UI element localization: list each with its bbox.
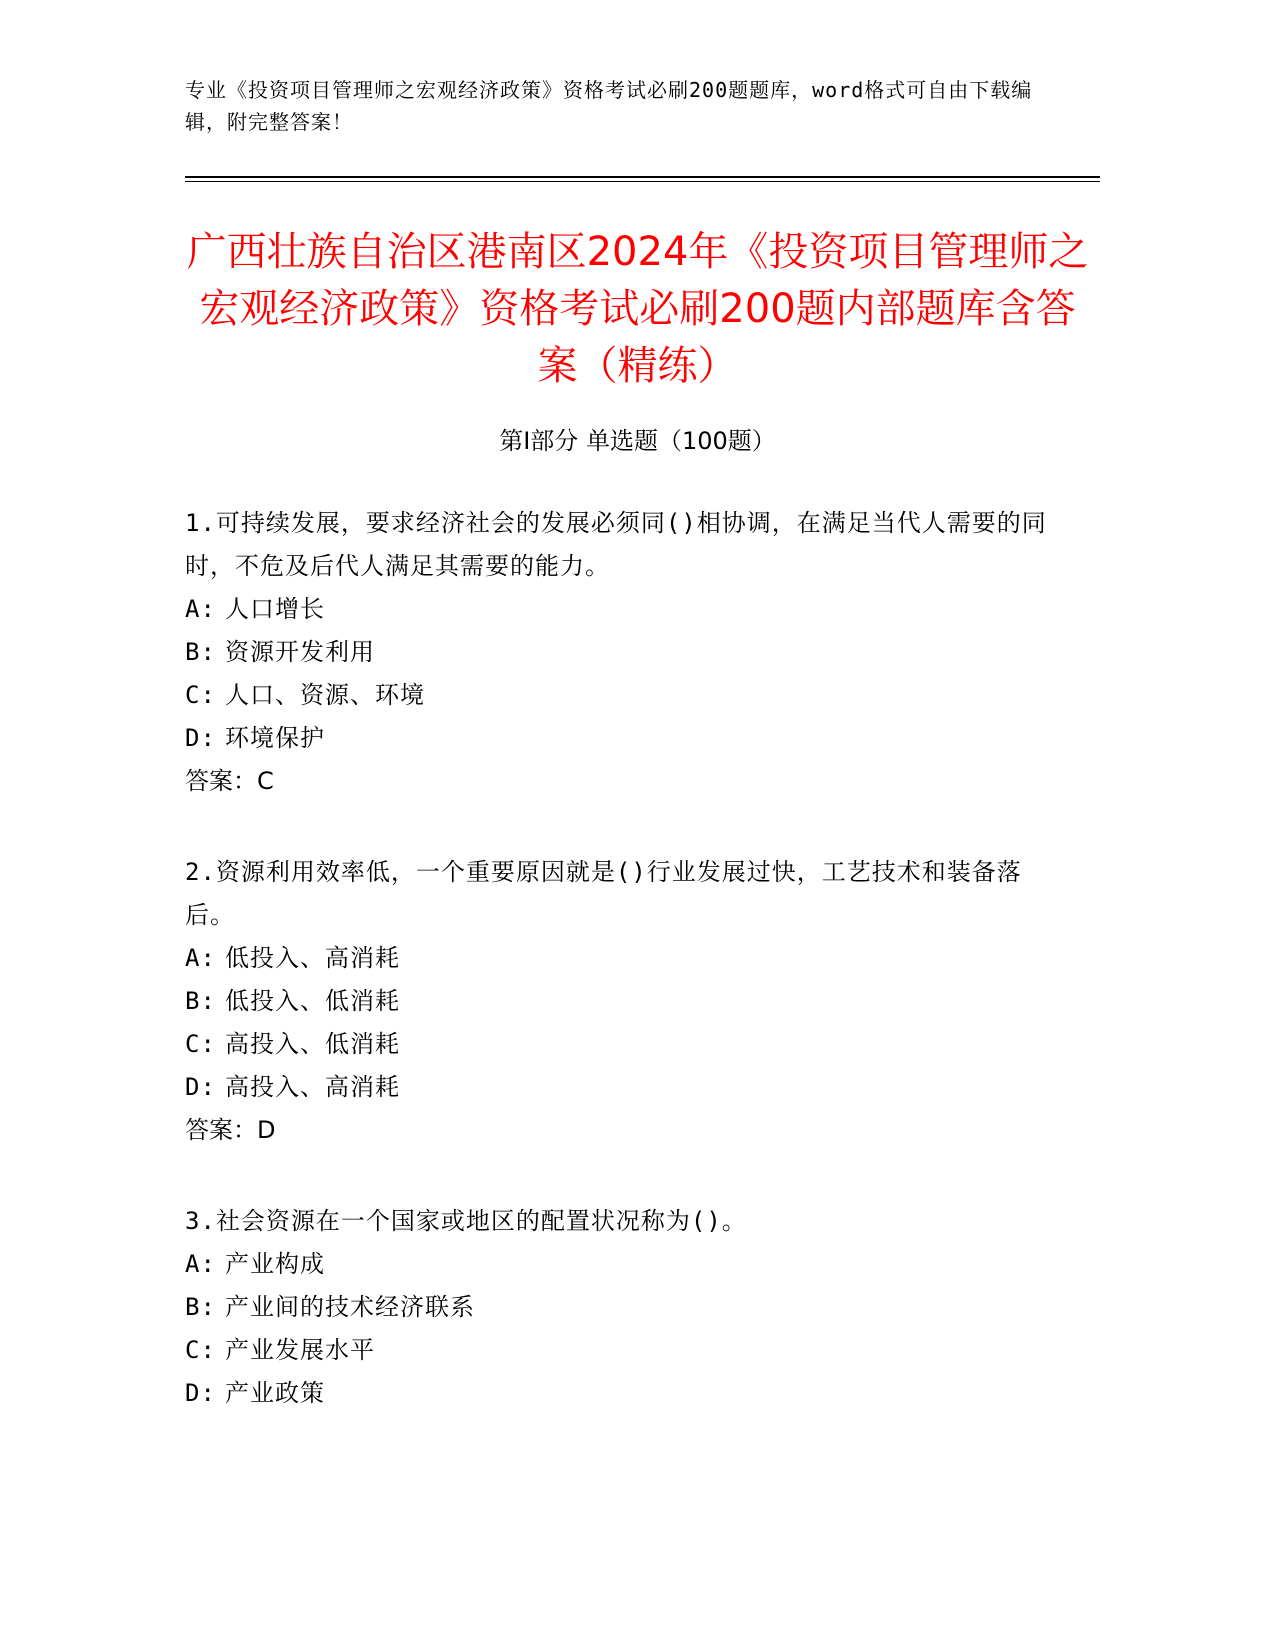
option-key: A: xyxy=(185,944,216,972)
option-a xyxy=(185,588,1065,631)
option-c xyxy=(185,1023,1065,1066)
option-key: C: xyxy=(185,681,216,709)
option-key: B: xyxy=(185,1293,216,1321)
answer: 答案：C xyxy=(185,767,274,795)
document-title: 广西壮族自治区港南区2024年《投资项目管理师之宏观经济政策》资格考试必刷200题内部题库含答案（精练） xyxy=(186,229,1089,389)
option-b xyxy=(185,1286,1065,1329)
option-text: 高投入、低消耗 xyxy=(225,1030,400,1058)
question-text: 2.资源利用效率低，一个重要原因就是()行业发展过快，工艺技术和装备落后。 xyxy=(185,858,1022,929)
option-key: B: xyxy=(185,638,216,666)
option-text: 环境保护 xyxy=(225,724,325,752)
option-c xyxy=(185,1329,1065,1372)
option-key: C: xyxy=(185,1336,216,1364)
option-a xyxy=(185,937,1065,980)
question-2 xyxy=(185,851,1065,1152)
header-rule-thin xyxy=(185,181,1100,182)
option-key: D: xyxy=(185,724,216,752)
header-rule-thick xyxy=(185,176,1100,178)
option-text: 人口增长 xyxy=(225,595,325,623)
question-3 xyxy=(185,1200,1065,1415)
option-text: 资源开发利用 xyxy=(225,638,375,666)
option-b xyxy=(185,631,1065,674)
question-1 xyxy=(185,502,1065,803)
option-key: D: xyxy=(185,1379,216,1407)
option-d xyxy=(185,1372,1065,1415)
question-text: 1.可持续发展，要求经济社会的发展必须同()相协调，在满足当代人需要的同时，不危及后代人满足其需要的能力。 xyxy=(185,509,1047,580)
option-text: 产业构成 xyxy=(225,1250,325,1278)
option-text: 低投入、高消耗 xyxy=(225,944,400,972)
option-key: C: xyxy=(185,1030,216,1058)
option-key: B: xyxy=(185,987,216,1015)
option-c xyxy=(185,674,1065,717)
option-a xyxy=(185,1243,1065,1286)
answer: 答案：D xyxy=(185,1116,276,1144)
option-text: 低投入、低消耗 xyxy=(225,987,400,1015)
option-text: 高投入、高消耗 xyxy=(225,1073,400,1101)
header-note: 专业《投资项目管理师之宏观经济政策》资格考试必刷200题题库，word格式可自由下载编辑，附完整答案！ xyxy=(185,78,1033,134)
option-b xyxy=(185,980,1065,1023)
option-key: D: xyxy=(185,1073,216,1101)
option-text: 人口、资源、环境 xyxy=(225,681,425,709)
option-d xyxy=(185,1066,1065,1109)
option-text: 产业发展水平 xyxy=(225,1336,375,1364)
option-text: 产业间的技术经济联系 xyxy=(225,1293,475,1321)
option-key: A: xyxy=(185,1250,216,1278)
option-key: A: xyxy=(185,595,216,623)
section-title: 第Ⅰ部分 单选题（100题） xyxy=(499,427,776,455)
question-text: 3.社会资源在一个国家或地区的配置状况称为()。 xyxy=(185,1207,747,1235)
option-text: 产业政策 xyxy=(225,1379,325,1407)
option-d xyxy=(185,717,1065,760)
